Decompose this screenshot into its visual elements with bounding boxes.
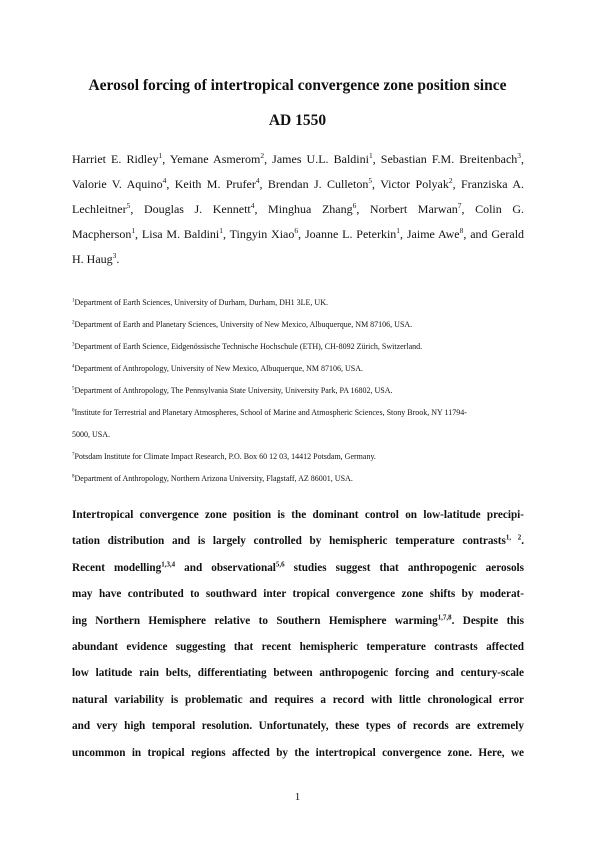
author-affiliation-mark: 1 (368, 151, 373, 160)
abstract-line: low latitude rain belts, differentiating between anthropogenic forcing and century-scale (72, 667, 524, 680)
author-list (72, 147, 524, 272)
affiliation-number: 7 (72, 452, 75, 458)
affiliation-text: Department of Earth Sciences, University of Durham, Durham, DH1 3LE, UK. (74, 298, 328, 307)
author-name: Joanne L. Peterkin (304, 227, 397, 241)
author-name: Valorie V. Aquino (72, 177, 163, 191)
affiliation (72, 358, 524, 380)
author-affiliation-mark: 7 (457, 201, 462, 210)
author-name: Keith M. Prufer (174, 177, 256, 191)
abstract-line: Intertropical convergence zone position is the dominant control on low-latitude precipi- (72, 509, 524, 521)
author-affiliation-mark: 5 (368, 176, 373, 185)
author-affiliation-mark: 3 (517, 151, 521, 160)
affiliation (72, 468, 524, 490)
author-name: Jaime Awe (406, 227, 460, 241)
author-separator: , (356, 202, 370, 216)
author-affiliation-mark: 2 (448, 176, 453, 185)
author-separator: , (372, 177, 381, 191)
affiliation (72, 402, 524, 424)
author-separator: , (521, 152, 524, 166)
author-separator: , (372, 152, 381, 166)
author-name: Norbert Marwan (369, 202, 458, 216)
author-separator: , (298, 227, 305, 241)
author-name: Douglas J. Kennett (143, 202, 251, 216)
title-line-1: Aerosol forcing of intertropical convergence zone position since (88, 77, 507, 94)
affiliation-number: 3 (72, 342, 75, 348)
abstract-line: Recent modelling$^{1,3,4}$ and observational$^{5,6}$ studies suggest that anthropogenic aerosols (72, 560, 524, 574)
author-name: Colin G. Macpherson (72, 202, 525, 241)
affiliation-number: 8 (72, 474, 75, 480)
author-name: Tingyin Xiao (229, 227, 295, 241)
affiliation-text: Department of Anthropology, Northern Arizona University, Flagstaff, AZ 86001, USA. (74, 474, 353, 483)
affiliation-text: Potsdam Institute for Climate Impact Research, P.O. Box 60 12 03, 14412 Potsdam, Germany. (74, 452, 376, 461)
author-affiliation-mark: 3 (112, 251, 117, 260)
affiliation (72, 336, 524, 358)
author-separator: , (463, 227, 471, 241)
author-separator: , (264, 152, 273, 166)
author-separator: , (162, 152, 170, 166)
author-name: Yemane Asmerom (169, 152, 261, 166)
affiliation (72, 446, 524, 468)
affiliation-continuation: 5000, USA. (72, 430, 111, 439)
author-name: Victor Polyak (380, 177, 449, 191)
author-name: Gerald H. Haug (72, 227, 525, 266)
author-affiliation-mark: 6 (352, 201, 357, 210)
abstract-line: uncommon in tropical regions affected by the intertropical convergence zone. Here, we (72, 746, 524, 759)
author-separator: , (452, 177, 461, 191)
affiliation-number: 5 (72, 386, 75, 392)
author-separator: , (166, 177, 175, 191)
author-affiliation-mark: 1 (219, 226, 223, 235)
author-affiliation-mark: 8 (459, 226, 464, 235)
author-affiliation-mark: 5 (126, 201, 131, 210)
author-affiliation-mark: 4 (250, 201, 255, 210)
abstract-line: may have contributed to southward inter tropical convergence zone shifts by moderat- (72, 588, 524, 601)
author-name: James U.L. Baldini (272, 152, 369, 166)
author-separator: , (135, 227, 142, 241)
author-and: and (470, 227, 492, 241)
author-affiliation-mark: 1 (396, 226, 401, 235)
abstract-line: abundant evidence suggesting that recent hemispheric temperature contrasts affected (72, 641, 524, 654)
affiliation-number: 4 (72, 364, 75, 370)
affiliation-text: Institute for Terrestrial and Planetary Atmospheres, School of Marine and Atmospheric Sciences, Stony Brook, NY 11794- (74, 408, 467, 417)
author-affiliation-mark: 1 (131, 226, 136, 235)
abstract-line: tation distribution and is largely controlled by hemispheric temperature contrasts$^{1, 2}$. (72, 533, 524, 548)
affiliation-list (72, 292, 524, 490)
author-separator: . (116, 252, 120, 266)
author-name: Franziska A. Lechleitner (72, 177, 524, 216)
affiliation (72, 380, 524, 402)
affiliation-text: Department of Anthropology, The Pennsylvania State University, University Park, PA 16802, USA. (74, 386, 393, 395)
affiliation-number: 1 (72, 298, 75, 304)
affiliation-text: Department of Anthropology, University of New Mexico, Albuquerque, NM 87106, USA. (74, 364, 364, 373)
paper-title (70, 68, 525, 138)
affiliation-text: Department of Earth and Planetary Sciences, University of New Mexico, Albuquerque, NM 87106, USA. (74, 320, 413, 329)
page-number: 1 (294, 791, 301, 803)
author-affiliation-mark: 1 (158, 151, 163, 160)
author-affiliation-mark: 4 (162, 176, 167, 185)
author-name: Minghua Zhang (268, 202, 353, 216)
affiliation (72, 292, 524, 314)
author-name: Sebastian F.M. Breitenbach (380, 152, 518, 166)
author-name: Harriet E. Ridley (72, 152, 159, 166)
author-separator: , (259, 177, 268, 191)
author-separator: , (222, 227, 230, 241)
author-separator: , (254, 202, 269, 216)
abstract-line: natural variability is problematic and requires a record with little chronological error (72, 693, 524, 706)
affiliation (72, 314, 524, 336)
affiliation-text: Department of Earth Science, Eidgenössische Technische Hochschule (ETH), CH-8092 Zürich, Switzerland. (74, 342, 423, 351)
title-line-2: AD 1550 (268, 112, 327, 129)
author-affiliation-mark: 2 (260, 151, 265, 160)
affiliation-number: 6 (72, 408, 75, 414)
abstract-line: ing Northern Hemisphere relative to Southern Hemisphere warming$^{1,7,8}$. Despite this (72, 612, 524, 627)
author-affiliation-mark: 6 (294, 226, 299, 235)
author-separator: , (130, 202, 144, 216)
abstract-line: and very high temporal resolution. Unfortunately, these types of records are extremely (72, 720, 524, 733)
author-name: Brendan J. Culleton (267, 177, 369, 191)
affiliation-number: 2 (72, 320, 75, 326)
author-name: Lisa M. Baldini (141, 227, 220, 241)
author-affiliation-mark: 4 (255, 176, 260, 185)
author-separator: , (400, 227, 407, 241)
author-separator: , (461, 202, 476, 216)
abstract (72, 502, 524, 766)
